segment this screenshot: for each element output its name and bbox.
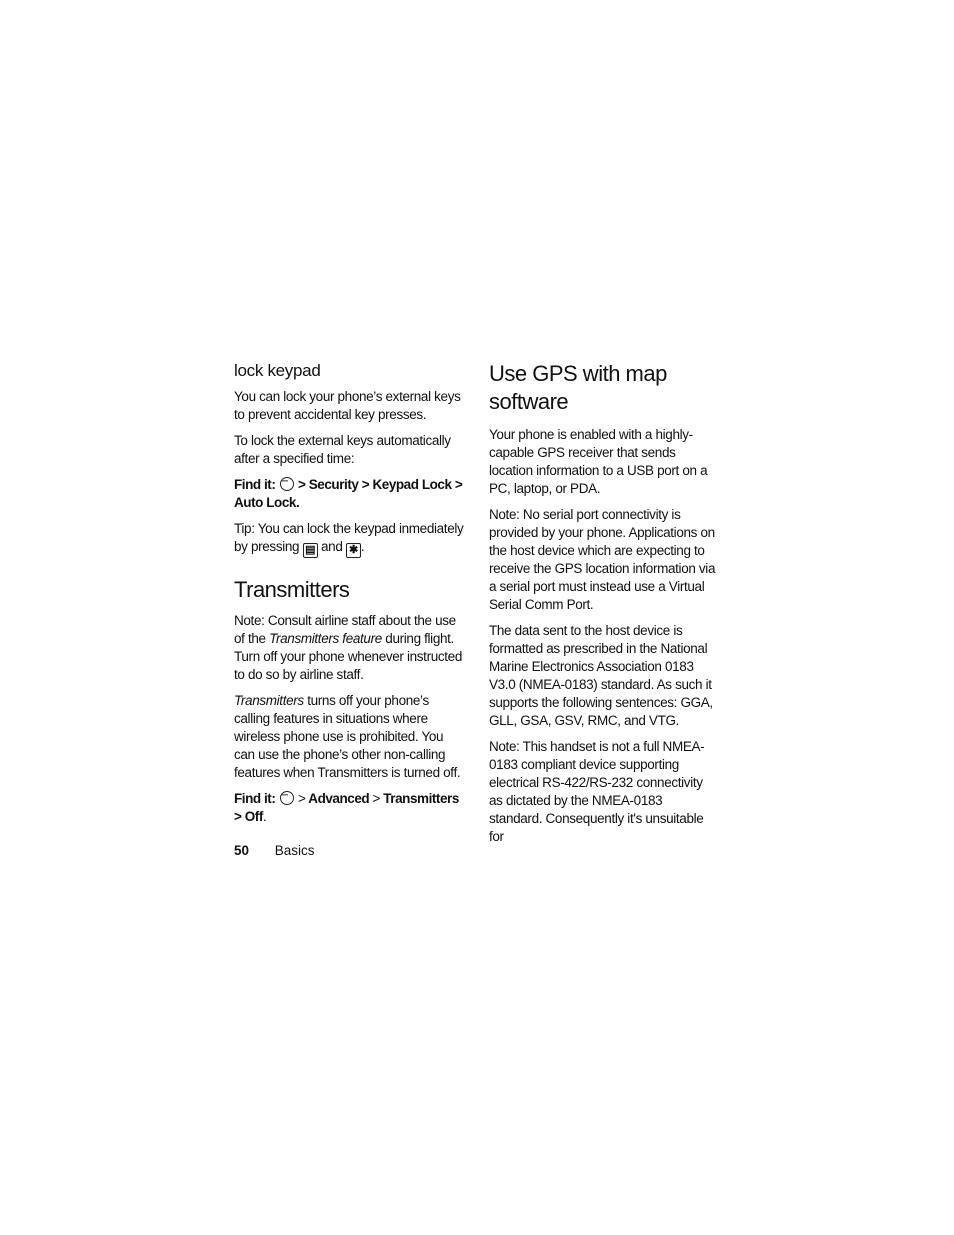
menu-key-icon (280, 477, 294, 491)
menu-button-icon: ▤ (303, 543, 318, 558)
transmitters-heading: Transmitters (234, 577, 350, 602)
star-key-icon: ✱ (346, 543, 361, 558)
find-it-transmitters-item: Transmitters (383, 791, 459, 806)
left-column (234, 360, 464, 834)
tip-paragraph (234, 520, 464, 558)
gps-heading: Use GPS with map software (489, 361, 667, 414)
page-number: 50 (234, 843, 250, 858)
tip-text: Tip: You can lock the keypad inmediately by pressing (234, 521, 464, 554)
gps-paragraph-4: Note: This handset is not a full NMEA-0183 compliant device supporting electrical RS-422/RS-232 connectivity as dictated by the NMEA-0183 standard. Consequently it's unsuitable for (489, 739, 705, 844)
gps-paragraph-2: Note: No serial port connectivity is provided by your phone. Applications on the host device which are expecting to receive the GPS location information via a serial port must instead use a Virtual Serial Comm Port. (489, 507, 716, 612)
transmitters-description (234, 692, 464, 782)
transmitters-note (234, 612, 464, 684)
lock-keypad-auto: To lock the external keys automatically after a specified time: (234, 433, 451, 466)
gps-paragraph-1: Your phone is enabled with a highly-capable GPS receiver that sends location information to a USB port on a PC, laptop, or PDA. (489, 427, 708, 496)
find-it-transmitters (234, 790, 464, 826)
find-it-label: Find it: (234, 791, 276, 806)
note-prefix: Note: Consult airline staff about the use of the (234, 613, 456, 646)
find-it-label: Find it: (234, 477, 276, 492)
find-it-sep: > (298, 791, 306, 806)
tip-end: . (360, 539, 365, 554)
transmitters-text: turns off your phone’s calling features in situations where wireless phone use is prohibited. You can use the phone’s other non-calling features when Transmitters is turned off. (234, 693, 461, 780)
find-it-path: > Security > Keypad Lock > Auto Lock. (234, 477, 463, 510)
find-it-advanced: Advanced (308, 791, 370, 806)
lock-keypad-heading: lock keypad (234, 361, 321, 380)
right-column (489, 360, 717, 854)
tip-and: and (321, 539, 343, 554)
note-suffix: during flight. Turn off your phone whenever instructed to do so by airline staff. (234, 631, 462, 682)
find-it-off: > Off (234, 809, 263, 824)
lock-keypad-intro: You can lock your phone’s external keys to prevent accidental key presses. (234, 389, 461, 422)
gps-paragraph-3: The data sent to the host device is formatted as prescribed in the National Marine Electronics Association 0183 V3.0 (NMEA-0183) standard. As such it supports the following sentences: GGA, GLL, GSA, GSV, RMC, and VTG. (489, 623, 713, 728)
find-it-end: . (262, 809, 267, 824)
menu-key-icon (280, 791, 294, 805)
note-italic: Transmitters feature (269, 631, 382, 646)
section-name: Basics (274, 843, 315, 858)
find-it-auto-lock (234, 476, 464, 512)
find-it-sep2: > (372, 791, 380, 806)
transmitters-italic: Transmitters (234, 693, 304, 708)
page-footer (234, 843, 315, 858)
